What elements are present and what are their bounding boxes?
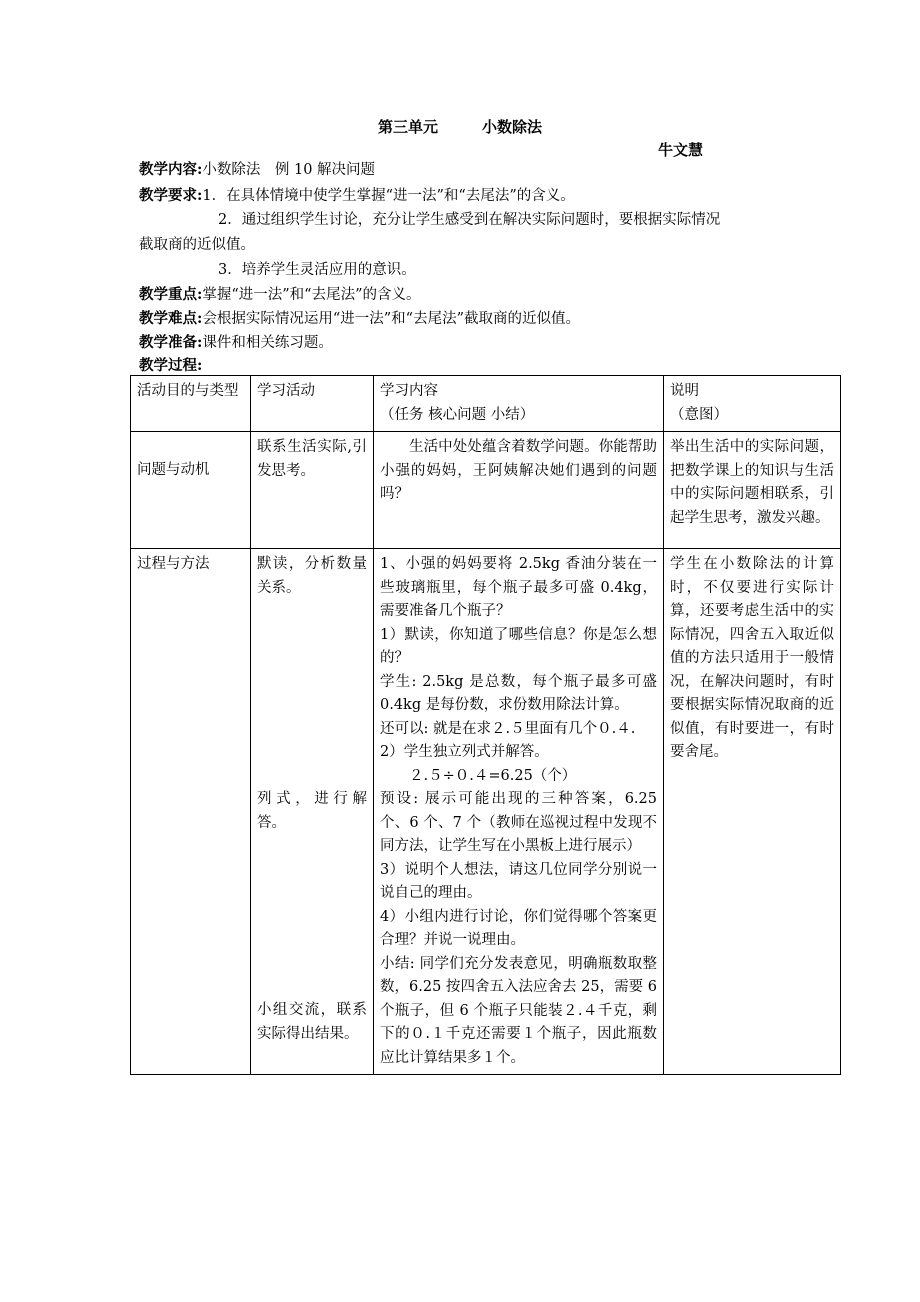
unit-title: 第三单元 xyxy=(377,118,438,136)
header-note xyxy=(664,376,841,432)
table-row xyxy=(131,549,841,1075)
teaching-preparation xyxy=(139,333,333,353)
row2-content-3: 学生: 2.5kg 是总数，每个瓶子最多可盛 0.4kg 是每份数，求份数用除法计算。 xyxy=(380,673,657,713)
teaching-requirements xyxy=(139,186,575,206)
lesson-plan-table xyxy=(130,375,841,1075)
row2-content-1: 1、小强的妈妈要将 2.5kg 香油分装在一些玻璃瓶里，每个瓶子最多可盛 0.4kg，需要准备几个瓶子？ xyxy=(380,556,657,619)
row2-content-5: 2）学生独立列式并解答。 xyxy=(380,744,549,760)
row2-content-6: ２.５÷０.４=6.25（个） xyxy=(409,767,577,784)
row2-activity-1: 默读，分析数量关系。 xyxy=(257,556,367,596)
row2-activity xyxy=(251,549,374,1075)
row2-activity-3: 小组交流，联系实际得出结果。 xyxy=(257,1002,367,1042)
row2-activity-2: 列式，进行解答。 xyxy=(257,791,367,831)
header-purpose-type: 活动目的与类型 xyxy=(131,376,251,432)
row1-type: 问题与动机 xyxy=(131,432,251,549)
row2-content-7: 预设: 展示可能出现的三种答案，6.25 个、6 个、7 个（教师在巡视过程中发现不同方法，让学生写在小黑板上进行展示） xyxy=(380,791,657,854)
teaching-content xyxy=(139,160,375,180)
req-2b: 截取商的近似值。 xyxy=(139,237,255,253)
process-label: 教学过程: xyxy=(139,357,203,374)
req-2a: 2．通过组织学生讨论，充分让学生感受到在解决实际问题时，要根据实际情况 xyxy=(218,212,721,228)
content-label: 教学内容: xyxy=(139,161,203,178)
row2-type: 过程与方法 xyxy=(131,549,251,1075)
row2-content-9: 4）小组内进行讨论，你们觉得哪个答案更合理？并说一说理由。 xyxy=(380,908,657,948)
key-label: 教学重点: xyxy=(139,286,203,303)
page-title xyxy=(0,116,920,137)
diff-text: 会根据实际情况运用“进一法”和“去尾法”截取商的近似值。 xyxy=(202,311,581,327)
req-label: 教学要求: xyxy=(139,187,203,204)
header-content xyxy=(374,376,664,432)
teaching-process xyxy=(139,356,202,376)
row2-note: 学生在小数除法的计算时，不仅要进行实际计算，还要考虑生活中的实际情况，四舍五入取近似值的方法只适用于一般情况，在解决问题时，有时要根据实际情况取商的近似值，有时要进一，有时要舍尾。 xyxy=(664,549,841,1075)
header-content-line1: 学习内容 xyxy=(380,383,438,399)
key-text: 掌握“进一法”和“去尾法”的含义。 xyxy=(202,287,421,303)
prep-text: 课件和相关练习题。 xyxy=(202,335,333,351)
table-row xyxy=(131,432,841,549)
table-header-row xyxy=(131,376,841,432)
req-1: 1．在具体情境中使学生掌握“进一法”和“去尾法”的含义。 xyxy=(202,188,575,204)
diff-label: 教学难点: xyxy=(139,310,203,327)
lesson-title: 小数除法 xyxy=(482,118,543,136)
header-activity: 学习活动 xyxy=(251,376,374,432)
row2-content-10: 小结: 同学们充分发表意见，明确瓶数取整数，6.25 按四舍五入法应舍去 25，需要 6 个瓶子，但 6 个瓶子只能装２.４千克，剩下的０.１千克还需要１个瓶子，因此瓶数应比计算结果多１个。 xyxy=(380,955,657,1066)
row2-content-8: 3）说明个人想法，请这几位同学分别说一说自己的理由。 xyxy=(380,861,657,901)
header-content-line2: （任务 核心问题 小结） xyxy=(380,406,535,423)
header-note-line1: 说明 xyxy=(670,383,699,399)
row1-note: 举出生活中的实际问题，把数学课上的知识与生活中的实际问题相联系，引起学生思考，激发兴趣。 xyxy=(664,432,841,549)
content-text: 小数除法 例 10 解决问题 xyxy=(202,162,376,178)
row1-activity: 联系生活实际,引发思考。 xyxy=(251,432,374,549)
teaching-key-points xyxy=(139,285,421,305)
prep-label: 教学准备: xyxy=(139,334,203,351)
row2-content-4: 还可以: 就是在求２.５里面有几个０.４. xyxy=(380,720,636,737)
row2-content-2: 1）默读，你知道了哪些信息？你是怎么想的？ xyxy=(380,626,657,666)
teaching-difficulties xyxy=(139,309,580,329)
author-name: 牛文慧 xyxy=(658,141,704,159)
req-3: 3．培养学生灵活应用的意识。 xyxy=(218,262,416,278)
row1-content: 生活中处处蕴含着数学问题。你能帮助小强的妈妈，王阿姨解决她们遇到的问题吗？ xyxy=(374,432,664,549)
header-note-line2: （意图） xyxy=(670,406,728,423)
row2-content xyxy=(374,549,664,1075)
